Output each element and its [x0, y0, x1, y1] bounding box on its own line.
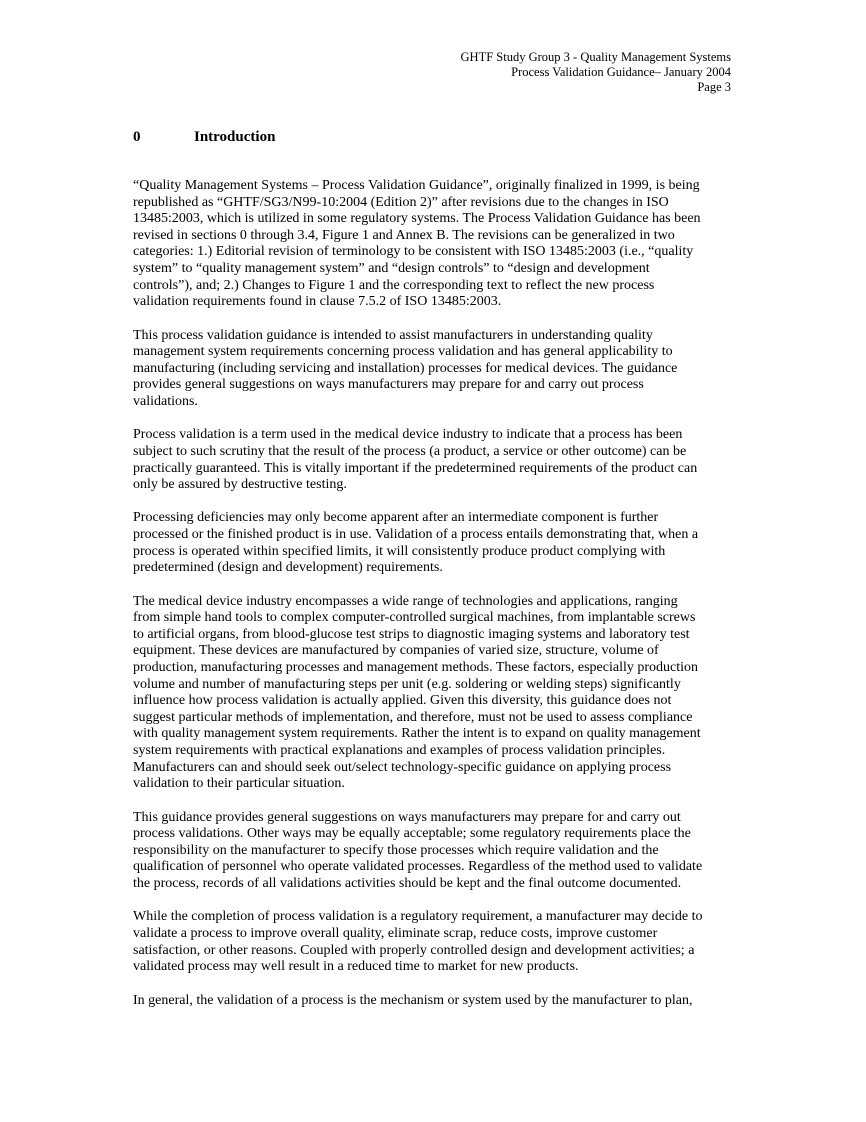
paragraph-line: In general, the validation of a process is the mechanism or system used by the manufacturer to plan,: [133, 992, 693, 1008]
paragraph-line: practically guaranteed. This is vitally important if the predetermined requirements of the product can: [133, 460, 698, 476]
paragraph-line: categories: 1.) Editorial revision of terminology to be consistent with ISO 13485:2003 (i.e., “quality: [133, 244, 694, 260]
paragraph-line: production, manufacturing processes and management methods. These factors, especially production: [133, 660, 699, 676]
paragraph-line: the process, records of all validations activities should be kept and the final outcome documented.: [133, 875, 682, 891]
paragraph-line: controls”), and; 2.) Changes to Figure 1 and the corresponding text to reflect the new process: [133, 277, 655, 293]
paragraph-line: This process validation guidance is intended to assist manufacturers in understanding quality: [133, 327, 653, 343]
header-document-title: Process Validation Guidance– January 2004: [511, 65, 731, 79]
paragraph-line: subject to such scrutiny that the result of the process (a product, a service or other outcome) can be: [133, 443, 687, 459]
paragraph-line: validated process may well result in a reduced time to market for new products.: [133, 959, 579, 975]
paragraph-line: revised in sections 0 through 3.4, Figure 1 and Annex B. The revisions can be generalized in two: [133, 227, 675, 243]
paragraph-line: management system requirements concerning process validation and has general applicability to: [133, 344, 673, 360]
paragraph-line: only be assured by destructive testing.: [133, 477, 347, 493]
paragraph-line: suggest particular methods of implementation, and therefore, must not be used to assess compliance: [133, 709, 693, 725]
paragraph-line: validation to their particular situation.: [133, 776, 345, 792]
paragraph-line: 13485:2003, which is utilized in some regulatory systems. The Process Validation Guidance has been: [133, 211, 701, 227]
paragraph-line: process validations. Other ways may be equally acceptable; some regulatory requirements place the: [133, 826, 691, 842]
paragraph-line: from simple hand tools to complex computer-controlled surgical machines, from implantable screws: [133, 610, 696, 626]
paragraph-line: to artificial organs, from blood-glucose test strips to diagnostic imaging systems and laboratory test: [133, 626, 690, 642]
paragraph: [133, 594, 733, 793]
section-heading: [133, 128, 275, 146]
header-study-group: GHTF Study Group 3 - Quality Management Systems: [460, 50, 731, 64]
paragraph-line: manufacturing (including servicing and installation) processes for medical devices. The guidance: [133, 360, 678, 376]
paragraph-line: qualification of personnel who operate validated processes. Regardless of the method used to validate: [133, 859, 703, 875]
paragraph-line: equipment. These devices are manufactured by companies of varied size, structure, volume of: [133, 643, 659, 659]
paragraph-line: validation requirements found in clause 7.5.2 of ISO 13485:2003.: [133, 294, 502, 310]
paragraph-line: republished as “GHTF/SG3/N99-10:2004 (Edition 2)” after revisions due to the changes in ISO: [133, 194, 669, 210]
paragraph: [133, 178, 733, 311]
paragraph-line: with quality management system requirements. Rather the intent is to expand on quality management: [133, 726, 701, 742]
paragraph-line: validations.: [133, 393, 198, 409]
paragraph-line: responsibility on the manufacturer to specify those processes which require validation and the: [133, 842, 659, 858]
paragraph-line: “Quality Management Systems – Process Validation Guidance”, originally finalized in 1999, is being: [133, 178, 700, 193]
paragraph-line: Process validation is a term used in the medical device industry to indicate that a process has been: [133, 427, 683, 443]
paragraph-line: satisfaction, or other reasons. Coupled with properly controlled design and development activities; a: [133, 942, 695, 958]
paragraph: [133, 427, 733, 493]
paragraph: [133, 993, 733, 1010]
section-title: Introduction: [194, 129, 276, 145]
paragraph: [133, 810, 733, 893]
paragraph-line: The medical device industry encompasses a wide range of technologies and applications, ranging: [133, 593, 678, 609]
section-number: 0: [133, 129, 141, 145]
paragraph-line: predetermined (design and development) requirements.: [133, 560, 443, 576]
paragraph-line: volume and number of manufacturing steps per unit (e.g. soldering or welding steps) significantly: [133, 676, 681, 692]
paragraph: [133, 510, 733, 576]
paragraph-line: Manufacturers can and should seek out/select technology-specific guidance on applying process: [133, 759, 672, 775]
running-header: [461, 50, 731, 95]
paragraph-line: process is operated within specified limits, it will consistently produce product complying with: [133, 543, 666, 559]
paragraph-line: processed or the finished product is in use. Validation of a process entails demonstrating that, when a: [133, 527, 699, 543]
paragraph-line: system requirements with practical explanations and examples of process validation principles.: [133, 743, 666, 758]
paragraph-line: While the completion of process validation is a regulatory requirement, a manufacturer may decide to: [133, 909, 703, 925]
paragraph-line: system” to “quality management system” and “design controls” to “design and development: [133, 260, 650, 276]
paragraph-line: Processing deficiencies may only become apparent after an intermediate component is further: [133, 510, 659, 526]
paragraph-line: provides general suggestions on ways manufacturers may prepare for and carry out process: [133, 377, 644, 393]
body-text: [133, 178, 733, 1026]
paragraph-line: validate a process to improve overall quality, eliminate scrap, reduce costs, improve customer: [133, 925, 658, 941]
header-page-number: Page 3: [697, 80, 731, 94]
paragraph-line: influence how process validation is actually applied. Given this diversity, this guidance does not: [133, 693, 672, 709]
paragraph-line: This guidance provides general suggestions on ways manufacturers may prepare for and carry out: [133, 809, 681, 825]
paragraph: [133, 328, 733, 411]
paragraph: [133, 909, 733, 975]
